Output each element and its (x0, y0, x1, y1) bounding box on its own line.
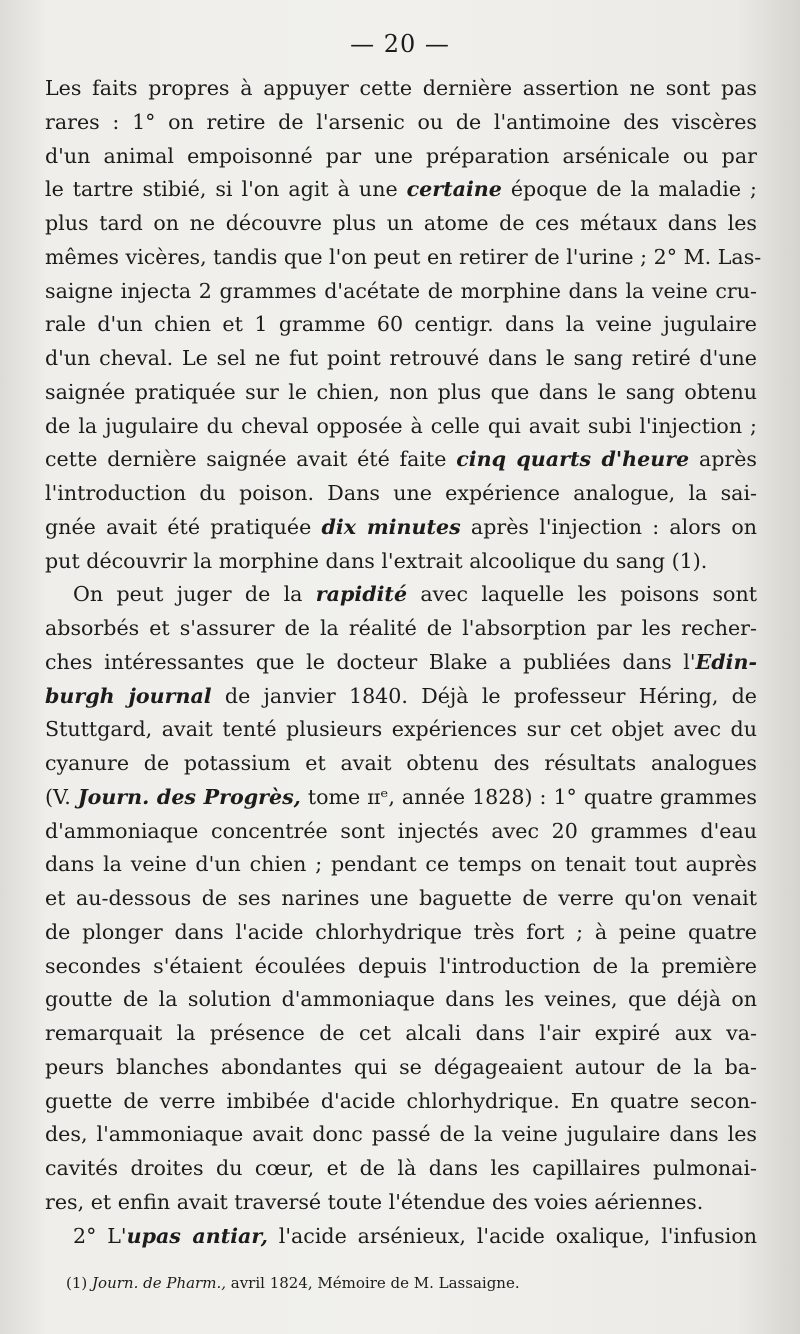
footnote-text: avril 1824, Mémoire de M. Lassaigne. (225, 1274, 520, 1292)
text-line: remarquait la présence de cet alcali dans l'air expiré aux va- (45, 1021, 757, 1045)
text-line: dans la veine d'un chien ; pendant ce temps on tenait tout auprès (45, 852, 757, 877)
text-line: On peut juger de la rapidité avec laquelle les poisons sont (73, 582, 757, 607)
text-line: gnée avait été pratiquée dix minutes après l'injection : alors on (45, 514, 757, 539)
text-line: d'un animal empoisonné par une préparation arsénicale ou par (45, 143, 757, 168)
footnote-marker: (1) (66, 1274, 88, 1292)
emphasis: Edin- (695, 649, 757, 674)
emphasis: cinq quarts d'heure (456, 447, 690, 472)
text-line: d'ammoniaque concentrée sont injectés avec 20 grammes d'eau (45, 818, 757, 843)
body-text (45, 72, 762, 1253)
footnote-source: Journ. de Pharm., (92, 1274, 226, 1292)
text-line: saigne injecta 2 grammes d'acétate de morphine dans la veine cru- (45, 278, 757, 303)
emphasis: upas antiar, (126, 1223, 268, 1248)
text-line: rale d'un chien et 1 gramme 60 centigr. dans la veine jugulaire (45, 312, 757, 337)
text-line: put découvrir la morphine dans l'extrait alcoolique du sang (1). (45, 548, 708, 573)
emphasis: certaine (406, 177, 502, 202)
text-line: goutte de la solution d'ammoniaque dans les veines, que déjà on (45, 987, 757, 1012)
text-line: cavités droites du cœur, et de là dans les capillaires pulmonai- (45, 1156, 757, 1180)
text-line: l'introduction du poison. Dans une expérience analogue, la sai- (45, 481, 757, 505)
emphasis: burgh journal (45, 683, 212, 708)
text-line: rares : 1° on retire de l'arsenic ou de l'antimoine des viscères (45, 109, 757, 134)
text-line: peurs blanches abondantes qui se dégageaient autour de la ba- (45, 1054, 757, 1079)
text-line: res, et enfin avait traversé toute l'étendue des voies aériennes. (45, 1189, 704, 1214)
text-line: ches intéressantes que le docteur Blake a publiées dans l'Edin- (45, 649, 757, 674)
text-line: de la jugulaire du cheval opposée à celle qui avait subi l'injection ; (45, 413, 757, 438)
footnote (66, 1274, 520, 1292)
emphasis: Journ. des Progrès, (77, 784, 301, 809)
emphasis: dix minutes (321, 514, 461, 539)
text-line: et au-dessous de ses narines une baguette de verre qu'on venait (45, 886, 757, 910)
text-line: Stuttgard, avait tenté plusieurs expériences sur cet objet avec du (45, 717, 757, 742)
text-line: des, l'ammoniaque avait donc passé de la veine jugulaire dans les (45, 1122, 757, 1147)
text-line: de plonger dans l'acide chlorhydrique très fort ; à peine quatre (45, 919, 757, 944)
text-line: d'un cheval. Le sel ne fut point retrouvé dans le sang retiré d'une (45, 346, 757, 370)
text-line: burgh journal de janvier 1840. Déjà le professeur Héring, de (45, 683, 757, 708)
text-line: Les faits propres à appuyer cette dernière assertion ne sont pas (45, 76, 757, 100)
text-line: 2° L'upas antiar, l'acide arsénieux, l'acide oxalique, l'infusion (73, 1223, 757, 1248)
text-line: cyanure de potassium et avait obtenu des résultats analogues (45, 751, 757, 775)
text-line: le tartre stibié, si l'on agit à une certaine époque de la maladie ; (45, 177, 757, 202)
text-line: plus tard on ne découvre plus un atome de ces métaux dans les (45, 211, 757, 235)
text-line: saignée pratiquée sur le chien, non plus que dans le sang obtenu (45, 379, 757, 404)
text-line: absorbés et s'assurer de la réalité de l'absorption par les recher- (45, 616, 757, 640)
text-line: secondes s'étaient écoulées depuis l'introduction de la première (45, 953, 757, 978)
text-line: guette de verre imbibée d'acide chlorhydrique. En quatre secon- (45, 1088, 757, 1113)
page-number: — 20 — (350, 30, 450, 58)
emphasis: rapidité (315, 582, 408, 607)
text-line: (V. Journ. des Progrès, tome ɪɪᵉ, année 1828) : 1° quatre grammes (45, 784, 757, 809)
text-line: mêmes vicères, tandis que l'on peut en retirer de l'urine ; 2° M. Las- (45, 244, 762, 269)
text-line: cette dernière saignée avait été faite cinq quarts d'heure après (45, 447, 758, 472)
